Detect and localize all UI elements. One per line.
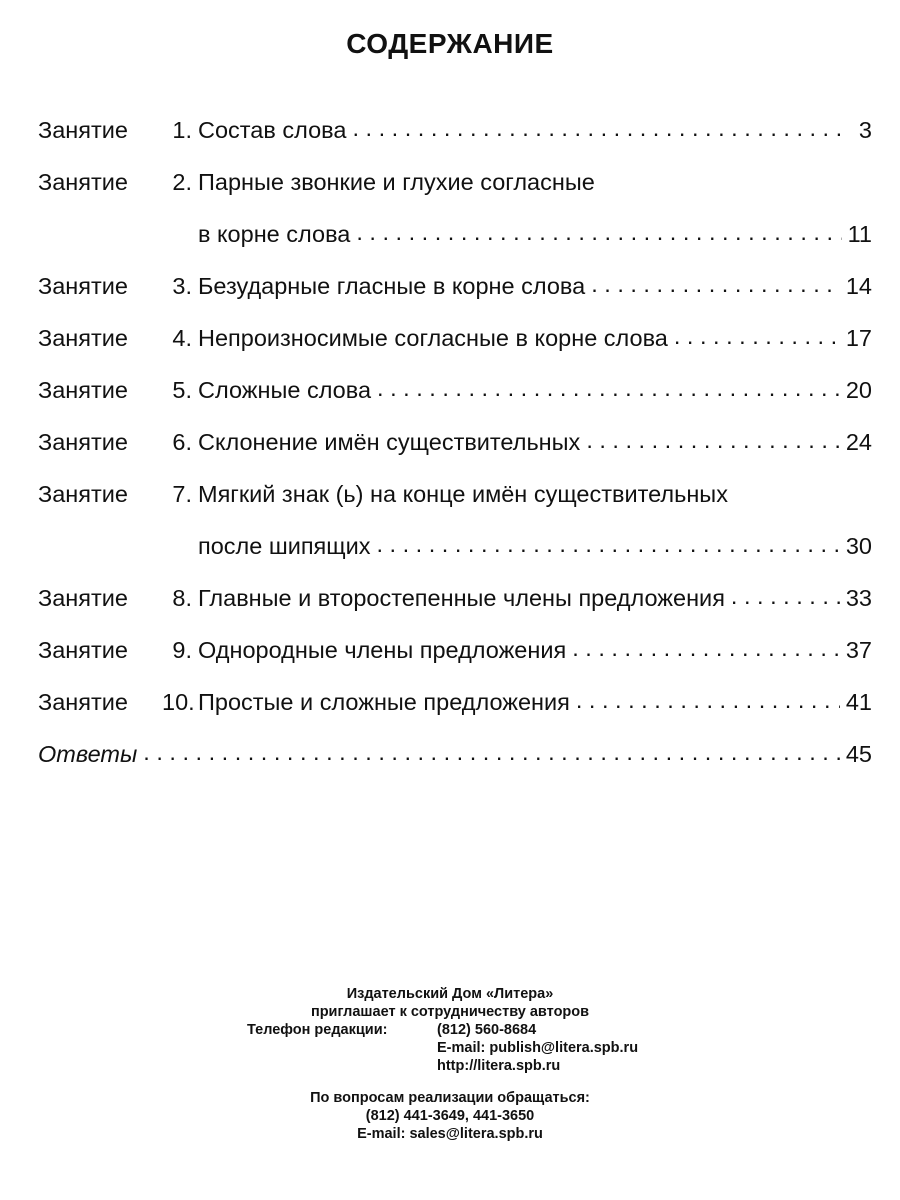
sales-phone: (812) 441-3649, 441-3650 — [365, 1108, 535, 1124]
toc-entry-label: Занятие — [38, 325, 128, 351]
publisher-website[interactable]: http://litera.spb.ru — [437, 1058, 561, 1074]
toc-entry-label: Занятие — [38, 273, 128, 299]
toc-entry-number: 9. — [172, 637, 192, 663]
publisher-info — [0, 985, 900, 1143]
toc-entry-10[interactable] — [38, 676, 872, 728]
toc-entry-title: Мягкий знак (ь) на конце имён существительных — [198, 481, 728, 507]
toc-entry-title: Непроизносимые согласные в корне слова — [198, 325, 668, 351]
toc-entry-label: Занятие — [38, 117, 128, 143]
toc-entry-title-continuation: после шипящих — [198, 533, 371, 559]
toc-entry-number: 7. — [172, 481, 192, 507]
toc-entry-page: 24 — [845, 429, 872, 455]
phone-label: Телефон редакции: — [247, 1022, 388, 1038]
phone-number: (812) 560-8684 — [437, 1022, 537, 1038]
toc-entry-4[interactable] — [38, 312, 872, 364]
toc-entry-answers[interactable] — [38, 728, 872, 780]
toc-entry-title: Состав слова — [198, 117, 347, 143]
toc-entry-title: Простые и сложные предложения — [198, 689, 570, 715]
dot-leader — [731, 570, 840, 622]
dot-leader — [576, 674, 840, 726]
dot-leader — [143, 726, 840, 778]
dot-leader — [586, 414, 840, 466]
toc-entry-page: 11 — [847, 221, 872, 247]
sales-label: По вопросам реализации обращаться: — [310, 1090, 590, 1106]
toc-entry-title: Однородные члены предложения — [198, 637, 567, 663]
toc-entry-9[interactable] — [38, 624, 872, 676]
toc-entry-2-continuation[interactable] — [38, 208, 872, 260]
dot-leader — [356, 206, 841, 258]
toc-entry-number: 5. — [172, 377, 192, 403]
toc-entry-label: Занятие — [38, 429, 128, 455]
toc-entry-title: Главные и второстепенные члены предложения — [198, 585, 725, 611]
toc-entry-page: 20 — [845, 377, 872, 403]
publisher-name: Издательский Дом «Литера» — [346, 986, 554, 1002]
publisher-invite: приглашает к сотрудничеству авторов — [310, 1004, 590, 1020]
dot-leader — [591, 258, 840, 310]
toc-entry-label: Занятие — [38, 169, 128, 195]
toc-entry-page: 33 — [845, 585, 872, 611]
toc-entry-7[interactable] — [38, 468, 872, 520]
toc-entry-label: Занятие — [38, 585, 128, 611]
toc-entry-page: 17 — [845, 325, 872, 351]
toc-entry-page: 3 — [858, 117, 872, 143]
toc-entry-3[interactable] — [38, 260, 872, 312]
toc-entry-number: 4. — [172, 325, 192, 351]
dot-leader — [674, 310, 840, 362]
toc-entry-page: 14 — [845, 273, 872, 299]
toc-entry-page: 30 — [845, 533, 872, 559]
toc-entry-title: Сложные слова — [198, 377, 372, 403]
toc-entry-title-continuation: в корне слова — [198, 221, 351, 247]
toc-entry-label: Занятие — [38, 377, 128, 403]
toc-entry-number: 1. — [172, 117, 192, 143]
dot-leader — [377, 518, 840, 570]
toc-entry-number: 6. — [172, 429, 192, 455]
toc-entry-2[interactable] — [38, 156, 872, 208]
toc-entry-8[interactable] — [38, 572, 872, 624]
toc-entry-number: 10. — [162, 689, 195, 715]
page-title: СОДЕРЖАНИЕ — [346, 28, 554, 59]
toc-entry-number: 8. — [172, 585, 192, 611]
toc-entry-label: Занятие — [38, 637, 128, 663]
toc-entry-title: Парные звонкие и глухие согласные — [198, 169, 595, 195]
toc-entry-title: Безударные гласные в корне слова — [198, 273, 586, 299]
toc-entry-6[interactable] — [38, 416, 872, 468]
dot-leader — [352, 102, 848, 154]
toc-entry-page: 41 — [845, 689, 872, 715]
dot-leader — [377, 362, 840, 414]
toc-entry-label: Занятие — [38, 481, 128, 507]
sales-email[interactable]: E-mail: sales@litera.spb.ru — [357, 1126, 543, 1142]
toc-entry-7-continuation[interactable] — [38, 520, 872, 572]
toc-entry-number: 3. — [172, 273, 192, 299]
dot-leader — [572, 622, 840, 674]
toc-entry-title: Склонение имён существительных — [198, 429, 581, 455]
table-of-contents — [38, 104, 872, 780]
publish-email[interactable]: E-mail: publish@litera.spb.ru — [437, 1040, 639, 1056]
toc-entry-title: Ответы — [38, 741, 138, 767]
toc-entry-page: 45 — [845, 741, 872, 767]
toc-entry-label: Занятие — [38, 689, 128, 715]
toc-entry-5[interactable] — [38, 364, 872, 416]
toc-entry-page: 37 — [845, 637, 872, 663]
toc-entry-number: 2. — [172, 169, 192, 195]
toc-entry-1[interactable] — [38, 104, 872, 156]
